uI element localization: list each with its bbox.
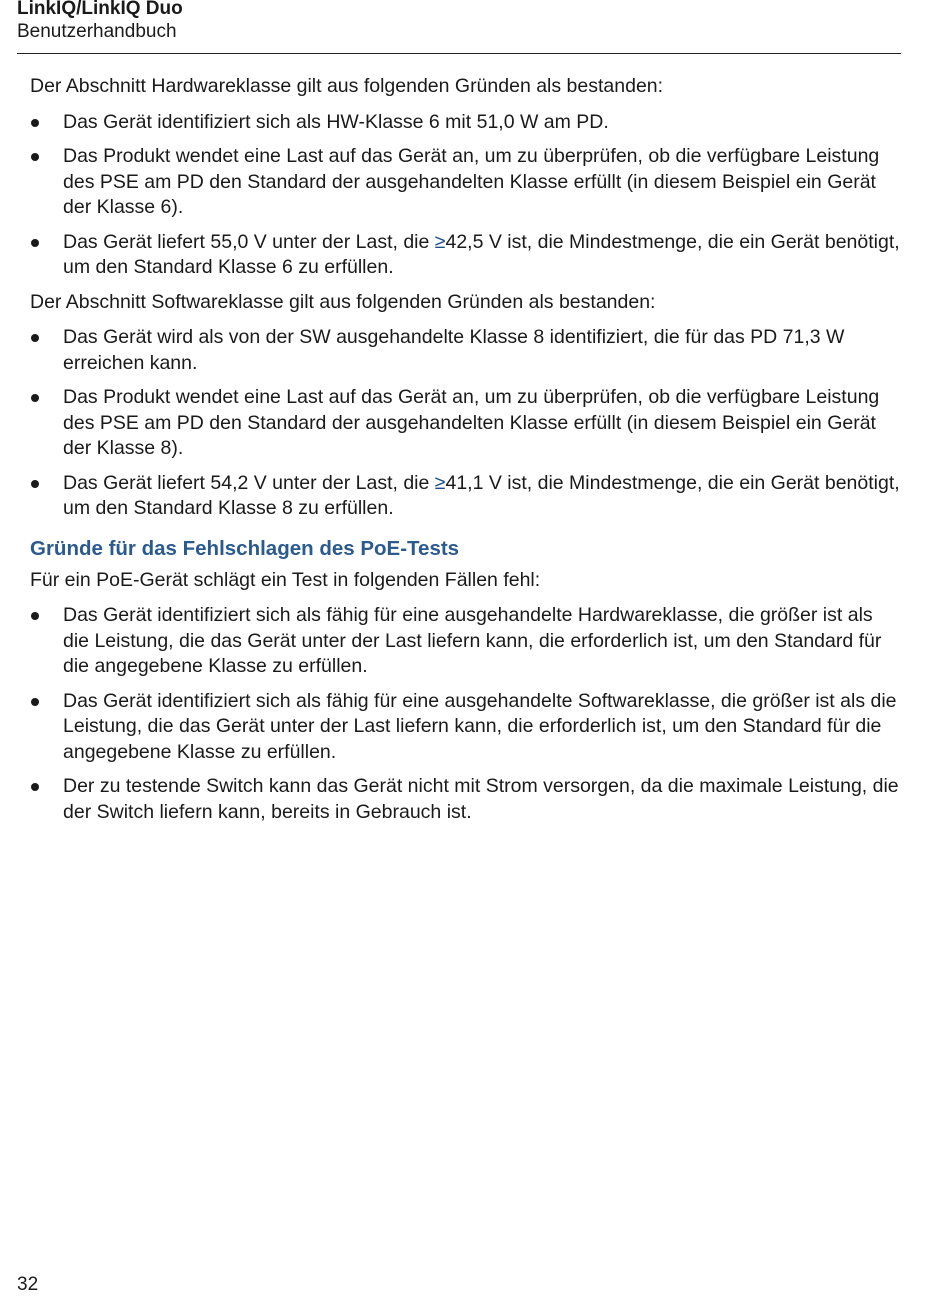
list-item — [30, 774, 900, 825]
list-item — [30, 471, 900, 522]
list-item — [30, 385, 900, 462]
greater-equal-symbol: ≥ — [434, 230, 446, 253]
list-item-text: Das Gerät identifiziert sich als fähig für eine ausgehandelte Hardwareklasse, die größer ist als die Leistung, die das Gerät unter der Last liefern kann, die erforderlich ist, um den Standard für die angegebene Klasse zu erfüllen. — [63, 604, 882, 677]
list-item — [30, 325, 900, 376]
bullet-icon — [31, 119, 39, 127]
bullet-icon — [31, 612, 39, 620]
bullet-icon — [31, 480, 39, 488]
sw-intro: Der Abschnitt Softwareklasse gilt aus folgenden Gründen als bestanden: — [30, 290, 656, 313]
document-subtitle: Benutzerhandbuch — [17, 21, 177, 42]
list-item-text: Das Gerät wird als von der SW ausgehandelte Klasse 8 identifiziert, die für das PD 71,3 W erreichen kann. — [63, 326, 845, 374]
list-item — [30, 110, 900, 136]
hw-bullet-list — [30, 110, 900, 281]
bullet-icon — [31, 394, 39, 402]
list-item — [30, 230, 900, 281]
list-item-text: Das Gerät identifiziert sich als fähig für eine ausgehandelte Softwareklasse, die größer ist als die Leistung, die das Gerät unter der Last liefern kann, die erforderlich ist, um den Standard für die angegebene Klasse zu erfüllen. — [63, 689, 897, 763]
list-item — [30, 603, 900, 680]
sw-bullet-list — [30, 325, 900, 522]
bullet-icon — [31, 239, 39, 247]
bullet-icon — [31, 153, 39, 161]
document-title: LinkIQ/LinkIQ Duo — [17, 0, 183, 19]
text-after: 42,5 V ist, die Mindestmenge, die ein Gerät benötigt, um den Standard Klasse 6 zu erfüllen. — [63, 230, 900, 278]
page-header — [17, 0, 901, 43]
hw-intro: Der Abschnitt Hardwareklasse gilt aus folgenden Gründen als bestanden: — [30, 75, 664, 97]
greater-equal-symbol: ≥ — [434, 471, 446, 494]
section-heading: Gründe für das Fehlschlagen des PoE-Tests — [30, 536, 460, 560]
page-number: 32 — [17, 1274, 39, 1295]
list-item — [30, 689, 900, 766]
text-after: 41,1 V ist, die Mindestmenge, die ein Gerät benötigt, um den Standard Klasse 8 zu erfüllen. — [63, 471, 900, 519]
bullet-icon — [31, 698, 39, 706]
list-item-text — [63, 472, 900, 520]
list-item — [30, 144, 900, 221]
header-divider — [17, 53, 901, 54]
list-item-text: Das Produkt wendet eine Last auf das Gerät an, um zu überprüfen, ob die verfügbare Leistung des PSE am PD den Standard der ausgehandelten Klasse erfüllt (in diesem Beispiel ein Gerät der Klasse 8). — [63, 386, 880, 459]
text-before: Das Gerät liefert 54,2 V unter der Last, die — [63, 471, 435, 494]
bullet-icon — [31, 334, 39, 342]
list-item-text: Das Gerät identifiziert sich als HW-Klasse 6 mit 51,0 W am PD. — [63, 110, 609, 133]
list-item-text — [63, 231, 900, 279]
list-item-text: Das Produkt wendet eine Last auf das Gerät an, um zu überprüfen, ob die verfügbare Leistung des PSE am PD den Standard der ausgehandelten Klasse erfüllt (in diesem Beispiel ein Gerät der Klasse 6). — [63, 145, 880, 218]
text-before: Das Gerät liefert 55,0 V unter der Last, die — [63, 230, 435, 253]
page-content — [30, 74, 900, 834]
fail-intro: Für ein PoE-Gerät schlägt ein Test in folgenden Fällen fehl: — [30, 568, 541, 591]
list-item-text: Der zu testende Switch kann das Gerät nicht mit Strom versorgen, da die maximale Leistung, die der Switch liefern kann, bereits in Gebrauch ist. — [63, 775, 899, 823]
bullet-icon — [31, 783, 39, 791]
fail-bullet-list — [30, 603, 900, 825]
